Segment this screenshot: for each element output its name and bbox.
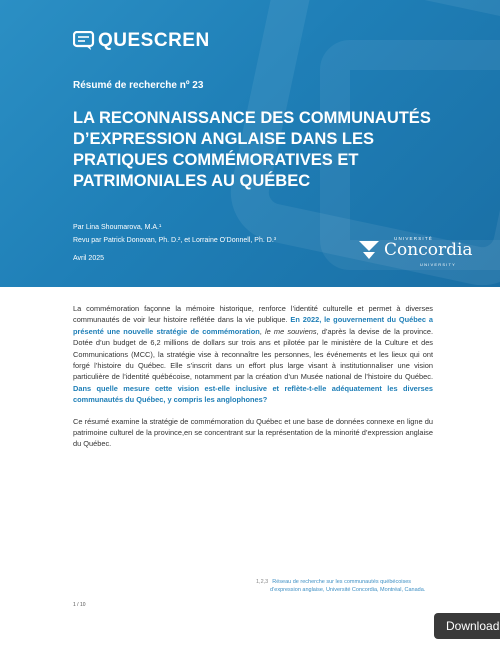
footnote [256,578,466,594]
logo-text: QUESCREN [98,30,210,51]
motto-text: le me souviens [265,326,317,336]
university-label-top: UNIVERSITÉ [394,236,434,241]
concordia-emblem-icon [357,239,381,261]
research-question: Dans quelle mesure cette vision est-elle inclusive et reflète-t-elle adéquatement les diverses communautés du Québec, y compris les anglophones? [73,383,433,405]
reviewer-line: Revu par Patrick Donovan, Ph. D.², et Lorraine O’Donnell, Ph. D.³ [73,237,277,244]
document-title [73,108,483,192]
title-line: D’EXPRESSION ANGLAISE DANS LES [73,130,375,148]
title-line: PATRIMONIALES AU QUÉBEC [73,172,311,190]
authors-block [73,221,276,247]
title-line: LA RECONNAISSANCE DES COMMUNAUTÉS [73,109,431,127]
footnote-text: Réseau de recherche sur les communautés québécoises [272,579,412,585]
paragraph-text: , [259,326,265,336]
concordia-logo [357,236,477,268]
page-number: 1 / 10 [73,602,86,608]
paragraph: Ce résumé examine la stratégie de commémoration du Québec et une base de données connexe en ligne du patrimoine culturel de la province,en se concentrant sur la représentation de la minorité d’expression anglaise du Québec. [73,416,433,449]
paragraph-text: , d’après la devise de la province. Dotée d’un budget de 6,2 millions de dollars sur trois ans et pilotée par le ministère de la Culture et des Communications (MCC), la stratégie vise à reconnaître les personnes, les événements et les lieux qui ont forgé l’histoire du Québec. Elle s’inscrit dans un effort plus large visant à institutionnaliser une vision particulière de l’identité québécoise, notamment par la création d’un Musée national de l’histoire du Québec. [73,326,434,382]
series-label: Résumé de recherche nº 23 [73,80,204,91]
quescren-logo [73,30,210,52]
download-button[interactable]: Download [434,613,500,639]
university-label-bottom: UNIVERSITY [420,262,457,267]
cover-banner [0,0,500,287]
chat-bubble-icon [73,31,95,51]
author-line: Par Lina Shoumarova, M.A.¹ [73,224,162,231]
footnote-marker: 1,2,3 [256,579,269,585]
paragraph [73,303,433,406]
title-line: PRATIQUES COMMÉMORATIVES ET [73,151,359,169]
publication-date: Avril 2025 [73,255,105,262]
paragraph-text: La commémoration façonne la mémoire historique, renforce l’identité culturelle et permet à diverses communautés de voir leur histoire reflétée dans la vie publique. [73,304,433,325]
footnote-text: d’expression anglaise, Université Concordia, Montréal, Canada. [270,587,426,593]
strategy-link[interactable]: En 2022, le gouvernement du Québec a présenté une nouvelle stratégie de commémoration [73,315,434,336]
university-name: Concordia [384,240,473,260]
summary-body [73,303,433,460]
